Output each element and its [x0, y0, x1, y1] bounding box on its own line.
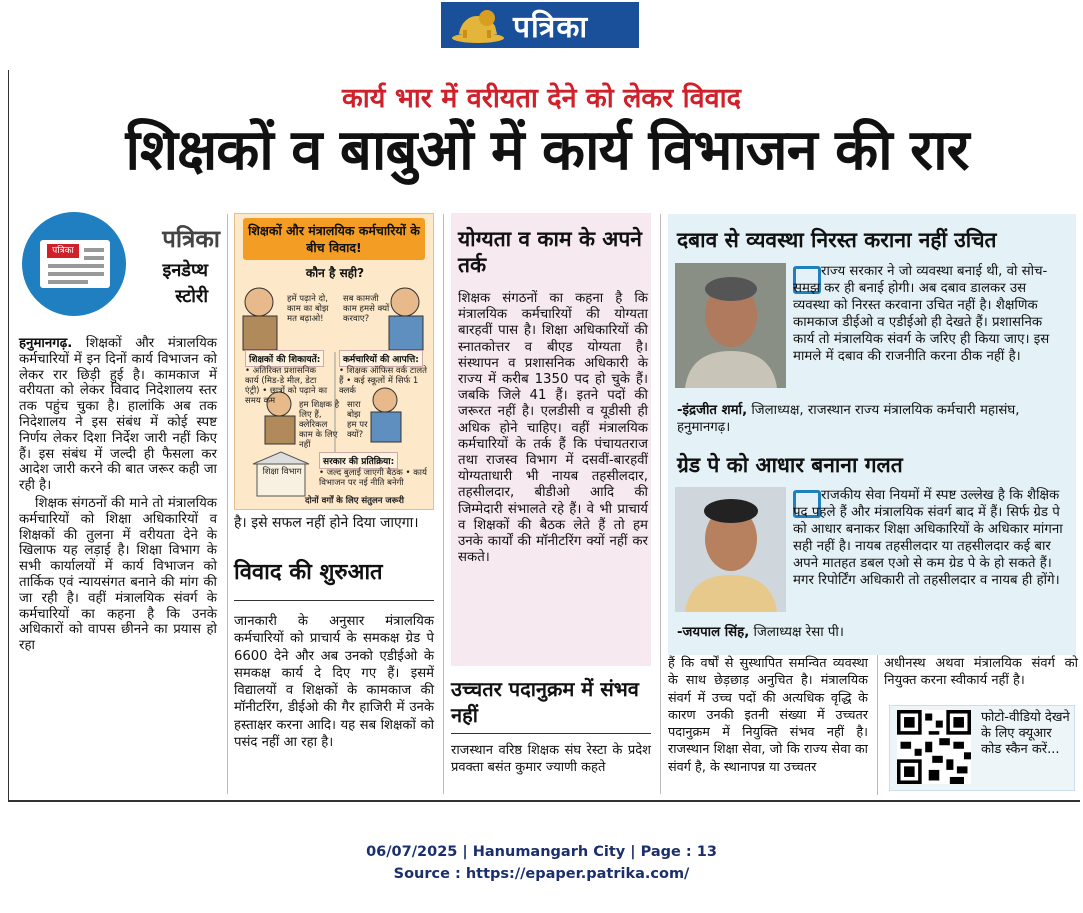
footer-source-line: Source : https://epaper.patrika.com/: [393, 866, 690, 882]
bubble-1: हमें पढ़ाने दो, काम का बोझ मत बढ़ाओ!: [287, 294, 329, 324]
cartoon-subtitle: कौन है सही?: [305, 266, 365, 280]
badge-line-2: स्टोरी: [175, 286, 208, 307]
bottom-divider: [877, 655, 878, 795]
lion-logo-icon: [447, 4, 509, 46]
col-divider-1: [227, 214, 228, 794]
staff-heading: कर्मचारियों की आपत्ति:: [339, 350, 423, 367]
cartoon-illustration: [234, 213, 434, 510]
col3-rule: [451, 733, 651, 734]
col-divider-2: [443, 214, 444, 794]
footer: [0, 841, 1083, 885]
qr-caption: फोटो-वीडियो देखने के लिए क्यूआर कोड स्कैन करें...: [981, 710, 1070, 757]
teachers-heading: शिक्षकों की शिकायतें:: [245, 350, 324, 367]
dateline: हनुमानगढ़.: [19, 336, 73, 351]
col2-continuation: है। इसे सफल नहीं होने दिया जाएगा।: [234, 515, 419, 531]
badge-line-1: इनडेप्थ: [162, 260, 208, 281]
col3-body: शिक्षक संगठनों का कहना है कि मंत्रालयिक कर्मचारियों की योग्यता बारहवीं पास है। शिक्षा अधिकारियों की स्नातकोत्तर व बीएड योग्यता है। संस्थापन व प्रशासनिक अधिकारी के राज्य में करीब 1350 पद हो चुके हैं। जबकि जिले 41 हैं। इतने पदों की जरूरत नहीं है। एलडीसी व यूडीसी ही अधिक होने चाहिए। वहीं मंत्रालयिक कर्मचारियों के तर्क हैं कि पंचायतराज तथा राजस्व विभाग में दसवीं-बारहवीं योग्यताधारी भी नायब तहसीलदार, तहसीलदार, बीडीओ आदि की जिम्मेदारी संभालते रहे हैं। वे भी प्राचार्य व शिक्षकों की बैठक लेते हैं तो हम उनके कार्यों की मॉनीटरिंग क्यों नहीं कर सकते।: [458, 291, 648, 566]
col3-body-2: राजस्थान वरिष्ठ शिक्षक संघ रेस्टा के प्रदेश प्रवक्ता बसंत कुमार ज्याणी कहते: [451, 743, 651, 775]
headline: शिक्षकों व बाबुओं में कार्य विभाजन की रार: [125, 118, 969, 183]
bubble-4: सारा बोझ हम पर क्यों?: [347, 400, 368, 440]
teachers-points: • अतिरिक्त प्रशासनिक कार्य (मिड-डे मील, डेटा एंट्री) • छात्रों को पढ़ाने का समय कम: [245, 366, 328, 406]
masthead: [441, 2, 639, 48]
col-divider-3: [660, 214, 661, 794]
col4-attribution-2: -जयपाल सिंह, जिलाध्यक्ष रेसा पी।: [677, 625, 844, 640]
qr-code-icon[interactable]: [897, 710, 971, 784]
badge-tag: पत्रिका: [47, 244, 79, 258]
bottom-col-b: अधीनस्थ अथवा मंत्रालयिक संवर्ग को नियुक्त करना स्वीकार्य नहीं है।: [884, 656, 1078, 689]
cartoon-title: शिक्षकों और मंत्रालयिक कर्मचारियों के बीच विवाद!: [243, 218, 425, 260]
photo-jaypal-singh: [675, 487, 786, 612]
kicker: कार्य भार में वरीयता देने को लेकर विवाद: [342, 83, 741, 114]
gov-heading: सरकार की प्रतिक्रिया:: [319, 452, 398, 469]
brand-name: पत्रिका: [513, 9, 589, 45]
bubble-3: हम शिक्षक है लिए हैं, क्लेरिकल काम के लिए नहीं: [299, 400, 340, 450]
col1-text: [19, 336, 217, 654]
gov-points: • जल्द बुलाई जाएगी बैठक • कार्य विभाजन पर नई नीति बनेगी: [319, 468, 427, 488]
bubble-2: सब कामजी काम हमसे क्यों करवाए?: [343, 294, 390, 324]
col4-quote-2: राजकीय सेवा नियमों में स्पष्ट उल्लेख है कि शैक्षिक पद पहले हैं और मंत्रालयिक संवर्ग बाद में हैं। सिर्फ ग्रेड पे को आधार बनाकर शिक्षा अधिकारियों के अधिकार मांगना सही नहीं है। नायब तहसीलदार या तहसीलदार कई बार अपने मातहत डबल एओ से कम ग्रेड पे के हो सकते हैं। मगर रिपोर्टिंग अधिकारी तो तहसीलदार व नायब ही होंगे।: [793, 488, 1063, 588]
col4-heading-2: ग्रेड पे को आधार बनाना गलत: [677, 453, 903, 477]
building-label: शिक्षा विभाग: [262, 467, 302, 477]
col2-body: जानकारी के अनुसार मंत्रालयिक कर्मचारियों को प्राचार्य के समकक्ष ग्रेड पे 6600 देने और अब उनको एडीईओ के समकक्ष कार्य दे दिए गए हैं। इसमें विद्यालयों व शिक्षकों के कामकाज की मॉनीटरिंग, डीईओ की गैर हाजिरी में उनके हस्ताक्षर करना आदि। यह सब शिक्षकों को पसंद नहीं आ रहा है।: [234, 614, 434, 751]
col4-heading-1: दबाव से व्यवस्था निरस्त कराना नहीं उचित: [677, 228, 997, 252]
col4-quote-1: राज्य सरकार ने जो व्यवस्था बनाई थी, वो सोच-समझ कर ही बनाई होगी। अब दबाव डालकर उस व्यवस्था को निरस्त करवाना उचित नहीं है। शैक्षणिक कामकाज डीईओ व एडीईओ ही देखते हैं। प्रशासनिक कार्य तो मंत्रालयिक संवर्ग के जरिए ही किया जाए। इस मामले में दबाव की राजनीति करना ठीक नहीं है।: [793, 264, 1050, 364]
photo-indrajeet-sharma: [675, 263, 786, 388]
col3-heading: योग्यता व काम के अपने तर्क: [458, 227, 642, 277]
col3-heading-2: उच्चतर पदानुक्रम में संभव नहीं: [451, 677, 639, 727]
col1-para2: शिक्षक संगठनों की माने तो मंत्रालयिक कर्मचारियों को शिक्षा अधिकारियों व शिक्षकों की तुलना में वरीयता देने के खिलाफ यह लड़ाई है। शिक्षा विभाग के सभी कार्यालयों में कार्य विभाजन को तार्किक एवं न्यायसंगत बनाने की मांग की जा रही है। वहीं मंत्रालयिक संवर्ग के कर्मचारियों का कहना है कि उनके अधिकारों को वापस छीनने का प्रयास हो रहा: [19, 495, 217, 654]
bottom-col-a: हैं कि वर्षों से सुस्थापित समन्वित व्यवस्था के साथ छेड़छाड़ अनुचित है। मंत्रालयिक संवर्ग में उच्च पदों की अत्यधिक वृद्धि के कारण उनकी इतनी संख्या में उच्चतर पदानुक्रम में नियुक्ति संभव नहीं है। राजस्थान शिक्षा सेवा, जो कि राज्य सेवा का संवर्ग है, के स्थानापन्न या उच्चतर: [668, 656, 868, 775]
col2-heading: विवाद की शुरुआत: [234, 560, 383, 585]
col1-para1: हनुमानगढ़. शिक्षकों और मंत्रालयिक कर्मचारियों में इन दिनों कार्य विभाजन को लेकर रार छिड़ी हुई है। कामकाज में वरीयता को लेकर विवाद निदेशालय स्तर तक पहुंच चुका है। हालांकि अब तक निदेशालय ने इस संबंध में कोई स्पष्ट निर्णय लेकर दिशा निर्देश जारी नहीं किए हैं। इस संबंध में जल्दी ही फैसला कर आदेश जारी करने की बात जरूर कही जा रही है।: [19, 336, 217, 494]
portrait-2-icon: [675, 487, 786, 612]
portrait-1-icon: [675, 263, 786, 388]
col2-rule: [234, 600, 434, 601]
gov-footnote: दोनों वर्गों के लिए संतुलन जरूरी: [305, 496, 404, 506]
footer-date-line: 06/07/2025 | Hanumangarh City | Page : 13: [366, 844, 717, 860]
col4-attribution-1: -इंद्रजीत शर्मा, जिलाध्यक्ष, राजस्थान राज्य मंत्रालयिक कर्मचारी महासंघ, हनुमानगढ़।: [677, 403, 1020, 435]
badge-brand: पत्रिका: [162, 225, 220, 253]
staff-points: • शिक्षक ऑफिस वर्क टालते हैं • कई स्कूलों में सिर्फ 1 क्लर्क: [339, 366, 427, 396]
bottom-rule: [8, 800, 1080, 802]
